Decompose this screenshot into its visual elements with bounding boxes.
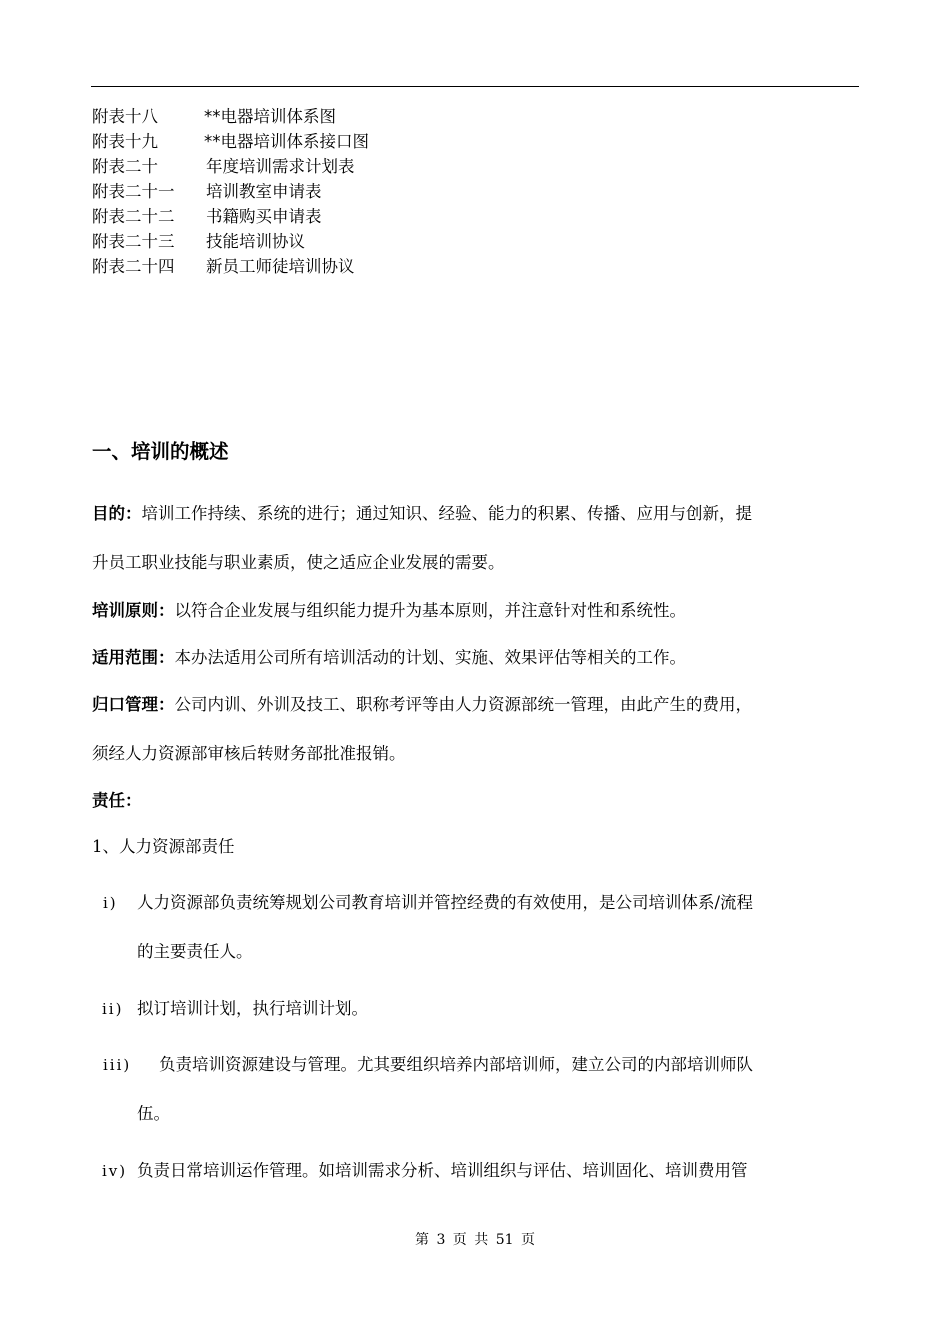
appendix-code: 附表十九: [92, 132, 158, 151]
management-paragraph-line1: [92, 693, 860, 717]
appendix-code: 附表二十二: [92, 207, 175, 226]
list-item-text: 拟订培训计划，执行培训计划。: [137, 999, 368, 1018]
appendix-title: 年度培训需求计划表: [206, 157, 355, 176]
header-rule: [91, 86, 859, 87]
list-item-number: i): [103, 894, 118, 912]
appendix-code: 附表二十: [92, 157, 158, 176]
purpose-text: 培训工作持续、系统的进行；通过知识、经验、能力的积累、传播、应用与创新，提: [141, 504, 752, 523]
purpose-paragraph-line2: 升员工职业技能与职业素质，使之适应企业发展的需要。: [92, 553, 505, 572]
appendix-item: [92, 204, 792, 229]
list-item-number: iv): [102, 1162, 128, 1180]
appendix-item: [92, 229, 792, 254]
appendix-item: [92, 154, 792, 179]
appendix-item: [92, 179, 792, 204]
page-footer: 第 3 页 共 51 页: [415, 1232, 535, 1248]
list-item-text: 人力资源部负责统筹规划公司教育培训并管控经费的有效使用，是公司培训体系/流程: [137, 893, 754, 912]
appendix-list: [92, 104, 792, 279]
appendix-item: [92, 129, 792, 154]
appendix-code: 附表二十四: [92, 257, 175, 276]
management-label: 归口管理：: [92, 695, 175, 714]
appendix-code: 附表十八: [92, 107, 158, 126]
list-item-text-continued: 的主要责任人。: [137, 942, 253, 961]
appendix-title: 技能培训协议: [206, 232, 305, 251]
appendix-item: [92, 254, 792, 279]
principle-label: 培训原则：: [92, 601, 175, 620]
principle-paragraph: [92, 599, 860, 623]
appendix-item: [92, 104, 792, 129]
appendix-title: 培训教室申请表: [206, 182, 322, 201]
purpose-paragraph-line1: [92, 502, 860, 526]
list-item-text: 负责培训资源建设与管理。尤其要组织培养内部培训师，建立公司的内部培训师队: [159, 1055, 753, 1074]
purpose-label: 目的：: [92, 504, 142, 523]
list-item-number: iii): [103, 1056, 132, 1074]
principle-text: 以符合企业发展与组织能力提升为基本原则，并注意针对性和系统性。: [174, 601, 686, 620]
responsibility-heading: [92, 789, 860, 813]
scope-label: 适用范围：: [92, 648, 175, 667]
responsibility-label: 责任：: [92, 791, 142, 810]
scope-text: 本办法适用公司所有培训活动的计划、实施、效果评估等相关的工作。: [174, 648, 686, 667]
appendix-title: 书籍购买申请表: [206, 207, 322, 226]
appendix-title: **电器培训体系图: [204, 107, 336, 126]
scope-paragraph: [92, 646, 860, 670]
list-item-text-continued: 伍。: [137, 1104, 170, 1123]
section-heading: 一、培训的概述: [92, 440, 229, 463]
appendix-code: 附表二十一: [92, 182, 175, 201]
management-text: 公司内训、外训及技工、职称考评等由人力资源部统一管理，由此产生的费用，: [174, 695, 752, 714]
appendix-title: **电器培训体系接口图: [204, 132, 369, 151]
hr-responsibility-subheading: 1、人力资源部责任: [92, 837, 235, 856]
list-item-number: ii): [102, 1000, 124, 1018]
list-item-text: 负责日常培训运作管理。如培训需求分析、培训组织与评估、培训固化、培训费用管: [137, 1161, 748, 1180]
appendix-title: 新员工师徒培训协议: [206, 257, 355, 276]
appendix-code: 附表二十三: [92, 232, 175, 251]
management-paragraph-line2: 须经人力资源部审核后转财务部批准报销。: [92, 744, 406, 763]
